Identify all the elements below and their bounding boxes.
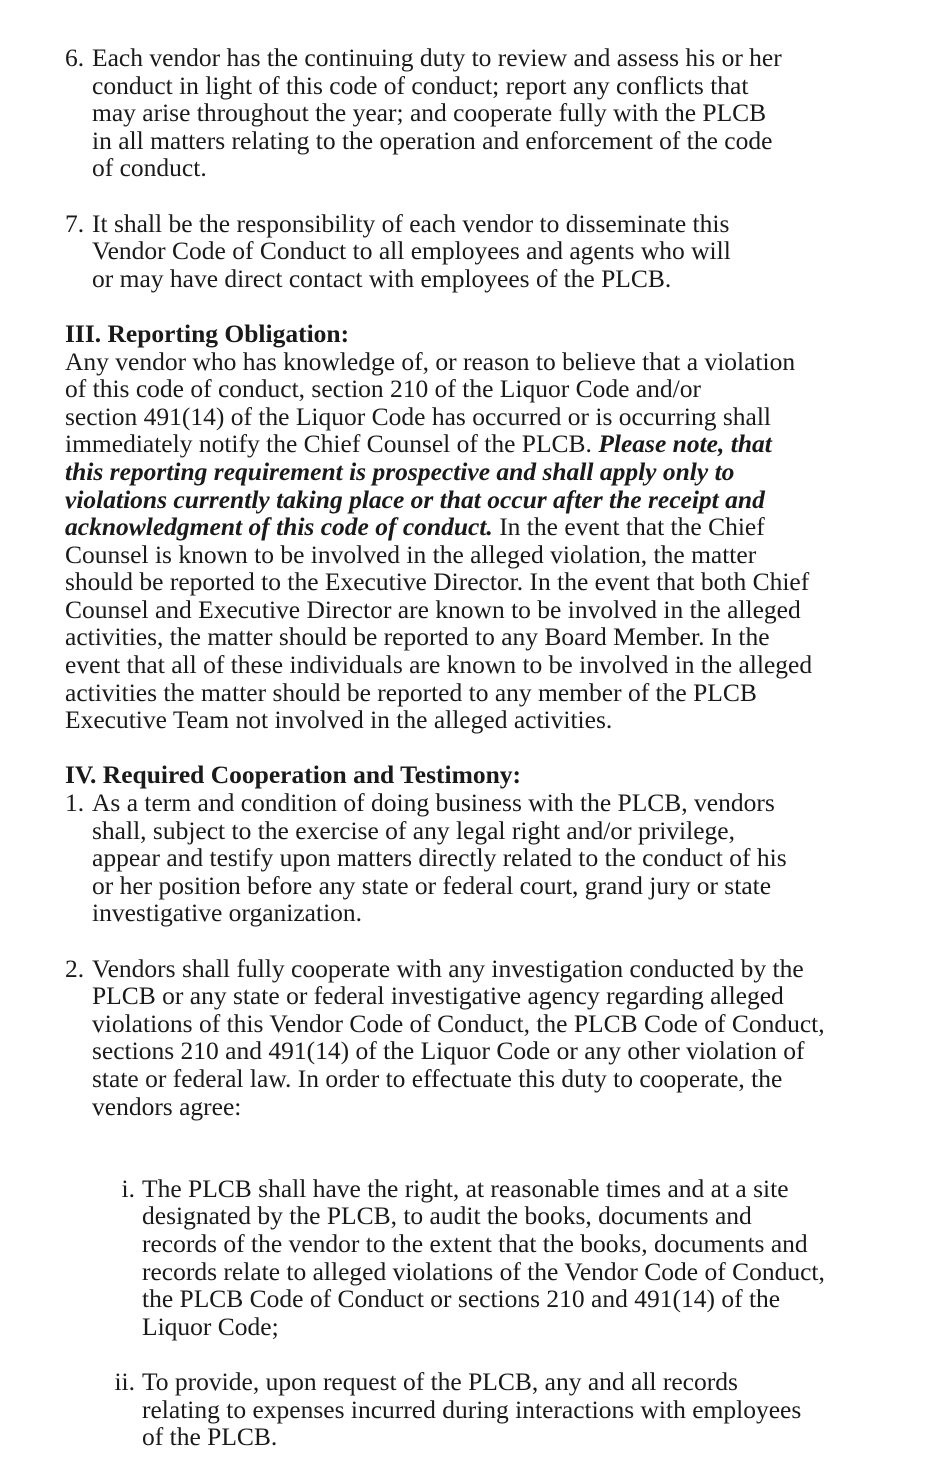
sub-item-text (136, 1175, 895, 1341)
sub-list-number: i. (121, 1173, 135, 1203)
text-line: Any vendor who has knowledge of, or reason to believe that a violation (65, 346, 796, 376)
emphasized-text: Please note, that (598, 429, 772, 459)
text-line: conduct in light of this code of conduct; report any conflicts that (92, 70, 749, 100)
text-line: may arise throughout the year; and cooperate fully with the PLCB (92, 98, 767, 128)
text-line: or her position before any state or federal court, grand jury or state (92, 870, 772, 900)
text-line: sections 210 and 491(14) of the Liquor Code or any other violation of (92, 1036, 805, 1066)
text-line: or may have direct contact with employees of the PLCB. (92, 263, 672, 293)
text-line: shall, subject to the exercise of any legal right and/or privilege, (92, 815, 735, 845)
text-line: of the PLCB. (142, 1422, 278, 1452)
list-item-1 (65, 789, 895, 927)
section-heading: IV. Required Cooperation and Testimony: (65, 760, 522, 790)
text-line: event that all of these individuals are known to be involved in the alleged (65, 650, 813, 680)
text-line: Counsel is known to be involved in the alleged violation, the matter (65, 539, 757, 569)
text-line: of conduct. (92, 153, 207, 183)
emphasized-text: acknowledgment of this code of conduct. (65, 512, 493, 542)
text-line: the PLCB Code of Conduct or sections 210 and 491(14) of the (142, 1284, 781, 1314)
text-line: Liquor Code; (142, 1311, 279, 1341)
sub-item-ii (105, 1368, 895, 1451)
list-item-2 (65, 955, 895, 1121)
list-item-6 (65, 44, 895, 182)
text-line: The PLCB shall have the right, at reasonable times and at a site (142, 1173, 789, 1203)
list-number: 1. (65, 788, 85, 818)
sub-item-text (136, 1368, 895, 1451)
paragraph-gap (65, 927, 895, 955)
paragraph-gap (65, 1120, 895, 1148)
list-item-text (92, 44, 895, 182)
list-number: 6. (65, 43, 85, 72)
text-line (65, 513, 895, 541)
document-page (65, 44, 895, 1451)
text-line (65, 430, 895, 458)
text-line: Counsel and Executive Director are known to be involved in the alleged (65, 594, 801, 624)
emphasized-text: violations currently taking place or that occur after the receipt and (65, 484, 765, 514)
list-item-text (92, 789, 895, 927)
text-line: It shall be the responsibility of each vendor to disseminate this (92, 208, 730, 238)
emphasized-text: this reporting requirement is prospective and shall apply only to (65, 456, 735, 486)
text-line: section 491(14) of the Liquor Code has occurred or is occurring shall (65, 401, 772, 431)
text-line: of this code of conduct, section 210 of the Liquor Code and/or (65, 374, 701, 404)
paragraph-gap (65, 182, 895, 210)
text-line: activities the matter should be reported to any member of the PLCB (65, 677, 757, 707)
text-line: in all matters relating to the operation and enforcement of the code (92, 125, 773, 155)
text-line: Executive Team not involved in the alleged activities. (65, 705, 613, 735)
sub-list-number: ii. (114, 1366, 135, 1396)
text-line: Each vendor has the continuing duty to review and assess his or her (92, 43, 782, 72)
text-line: appear and testify upon matters directly related to the conduct of his (92, 843, 787, 873)
text-run: immediately notify the Chief Counsel of the PLCB. (65, 429, 599, 459)
list-number: 7. (65, 208, 85, 238)
text-line: should be reported to the Executive Director. In the event that both Chief (65, 567, 810, 597)
sub-item-i (105, 1175, 895, 1341)
text-line: violations of this Vendor Code of Conduct, the PLCB Code of Conduct, (92, 1008, 825, 1038)
text-line: activities, the matter should be reported to any Board Member. In the (65, 622, 770, 652)
paragraph-gap (65, 734, 895, 762)
text-line: Vendor Code of Conduct to all employees and agents who will (92, 236, 731, 266)
section-heading: III. Reporting Obligation: (65, 318, 350, 348)
text-line: state or federal law. In order to effectuate this duty to cooperate, the (92, 1063, 783, 1093)
list-item-text (92, 210, 895, 293)
text-line: records relate to alleged violations of the Vendor Code of Conduct, (142, 1256, 825, 1286)
paragraph-gap (65, 292, 895, 320)
text-line: vendors agree: (92, 1091, 242, 1121)
text-line: designated by the PLCB, to audit the books, documents and (142, 1201, 752, 1231)
text-line: relating to expenses incurred during interactions with employees (142, 1394, 802, 1424)
list-item-text (92, 955, 895, 1121)
text-line: PLCB or any state or federal investigative agency regarding alleged (92, 981, 784, 1011)
paragraph-gap (65, 1340, 895, 1368)
text-line: investigative organization. (92, 898, 363, 928)
text-line: records of the vendor to the extent that the books, documents and (142, 1228, 808, 1258)
text-run: In the event that the Chief (492, 512, 765, 542)
paragraph-gap (65, 1148, 895, 1175)
text-line: Vendors shall fully cooperate with any investigation conducted by the (92, 953, 804, 983)
section-reporting-obligation (65, 320, 895, 734)
text-line: As a term and condition of doing business with the PLCB, vendors (92, 788, 775, 818)
list-number: 2. (65, 953, 85, 983)
text-line: To provide, upon request of the PLCB, any and all records (142, 1366, 738, 1396)
list-item-7 (65, 210, 895, 293)
